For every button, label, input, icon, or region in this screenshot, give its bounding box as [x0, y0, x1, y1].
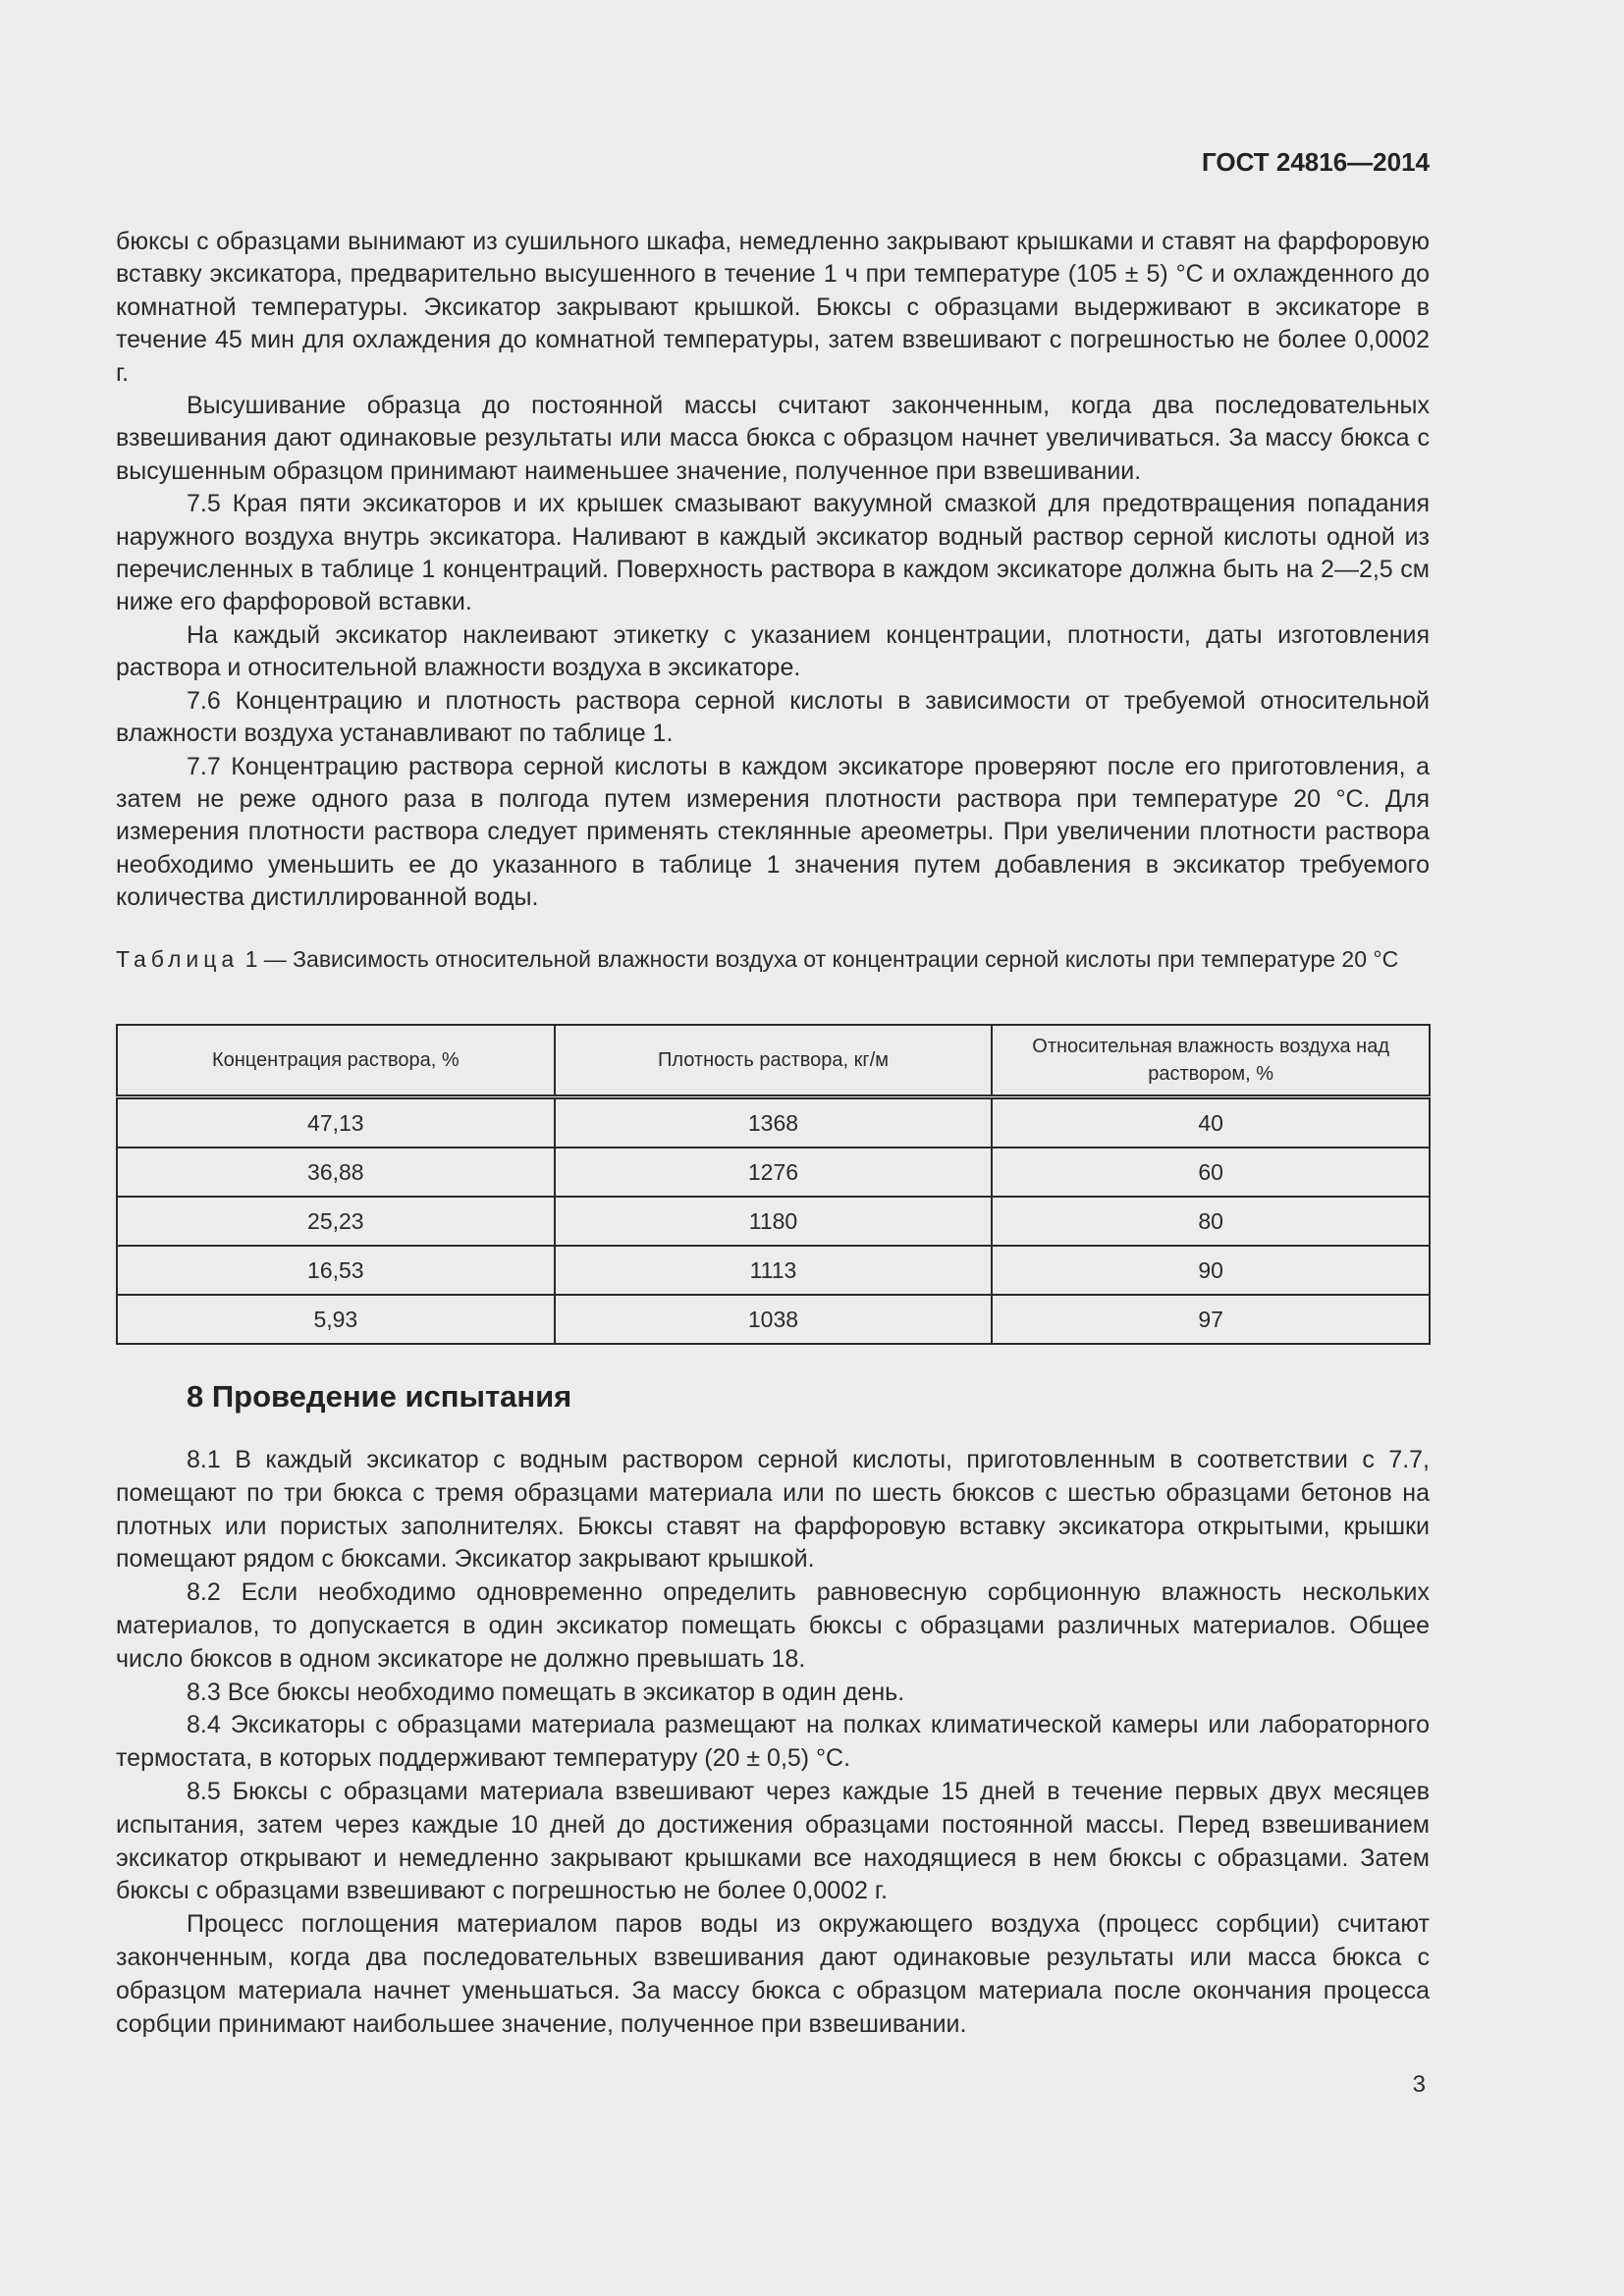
table-cell: 60 [992, 1148, 1430, 1197]
table-cell: 40 [992, 1097, 1430, 1148]
table-caption-label: Таблица [116, 946, 240, 972]
table-cell: 90 [992, 1246, 1430, 1295]
table-cell: 25,23 [117, 1197, 555, 1246]
paragraph: 7.6 Концентрацию и плотность раствора серной кислоты в зависимости от требуемой относительной влажности воздуха устанавливают по таблице 1. [116, 686, 1430, 748]
table-row [117, 1295, 1430, 1344]
paragraph: 7.5 Края пяти эксикаторов и их крышек смазывают вакуумной смазкой для предотвращения попадания наружного воздуха внутрь эксикатора. Наливают в каждый эксикатор водный раствор серной кислоты одной из перечисленных в таблице 1 концентраций. Поверхность раствора в каждом эксикаторе должна быть на 2—2,5 см ниже его фарфоровой вставки. [116, 490, 1430, 616]
data-table [116, 1024, 1431, 1345]
table-cell: 16,53 [117, 1246, 555, 1295]
body-text-top [116, 226, 1430, 915]
table-cell: 1113 [555, 1246, 993, 1295]
column-header: Плотность раствора, кг/м [555, 1025, 993, 1097]
column-header [992, 1025, 1430, 1097]
paragraph: Процесс поглощения материалом паров воды из окружающего воздуха (процесс сорбции) считают законченным, когда два последовательных взвешивания дают одинаковые результаты или масса бюкса с образцом материала начнет уменьшаться. За массу бюкса с образцом материала после окончания процесса сорбции принимают наибольшее значение, полученное при взвешивании. [116, 1910, 1430, 2038]
table-cell: 80 [992, 1197, 1430, 1246]
table-header-row [117, 1025, 1430, 1097]
table-cell: 97 [992, 1295, 1430, 1344]
table-row [117, 1148, 1430, 1197]
table-cell: 1038 [555, 1295, 993, 1344]
column-header-text: Относительная влажность воздуха над раствором, % [1032, 1036, 1390, 1085]
paragraph: На каждый эксикатор наклеивают этикетку с указанием концентрации, плотности, даты изготовления раствора и относительной влажности воздуха в эксикаторе. [116, 620, 1430, 682]
table-cell: 36,88 [117, 1148, 555, 1197]
paragraph: 8.5 Бюксы с образцами материала взвешивают через каждые 15 дней в течение первых двух месяцев испытания, затем через каждые 10 дней до достижения образцами постоянной массы. Перед взвешиванием эксикатор открывают и немедленно закрывают крышками все находящиеся в нем бюксы с образцами. Затем бюксы с образцами взвешивают с погрешностью не более 0,0002 г. [116, 1777, 1430, 1905]
paragraph: 8.2 Если необходимо одновременно определить равновесную сорбционную влажность нескольких материалов, то допускается в один эксикатор помещать бюксы с образцами различных материалов. Общее число бюксов в одном эксикаторе не должно превышать 18. [116, 1578, 1430, 1673]
section-title: 8 Проведение испытания [187, 1379, 572, 1414]
table-caption [116, 944, 1430, 974]
table-cell: 5,93 [117, 1295, 555, 1344]
table-wrapper [116, 1024, 1431, 1345]
body-text-bottom [116, 1444, 1430, 2041]
table-cell: 47,13 [117, 1097, 555, 1148]
paragraph: 7.7 Концентрацию раствора серной кислоты в каждом эксикаторе проверяют после его приготовления, а затем не реже одного раза в полгода путем измерения плотности раствора при температуре 20 °С. Для измерения плотности раствора следует применять стеклянные ареометры. При увеличении плотности раствора необходимо уменьшить ее до указанного в таблице 1 значения путем добавления в эксикатор требуемого количества дистиллированной воды. [116, 752, 1430, 912]
table-row [117, 1246, 1430, 1295]
paragraph: Высушивание образца до постоянной массы считают законченным, когда два последовательных взвешивания дают одинаковые результаты или масса бюкса с образцом начнет увеличиваться. За массу бюкса с высушенным образцом принимают наименьшее значение, полученное при взвешивании. [116, 392, 1430, 485]
paragraph: 8.4 Эксикаторы с образцами материала размещают на полках климатической камеры или лабораторного термостата, в которых поддерживают температуру (20 ± 0,5) °С. [116, 1711, 1430, 1773]
paragraph: бюксы с образцами вынимают из сушильного шкафа, немедленно закрывают крышками и ставят на фарфоровую вставку эксикатора, предварительно высушенного в течение 1 ч при температуре (105 ± 5) °С и охлажденного до комнатной температуры. Эксикатор закрывают крышкой. Бюксы с образцами выдерживают в эксикаторе в течение 45 мин для охлаждения до комнатной температуры, затем взвешивают с погрешностью не более 0,0002 г. [116, 228, 1430, 387]
table-row [117, 1097, 1430, 1148]
standard-code: ГОСТ 24816—2014 [1202, 147, 1430, 177]
paragraph: 8.1 В каждый эксикатор с водным раствором серной кислоты, приготовленным в соответствии с 7.7, помещают по три бюкса с тремя образцами материала или по шесть бюксов с шестью образцами бетонов на плотных или пористых заполнителях. Бюксы ставят на фарфоровую вставку эксикатора открытыми, крышки помещают рядом с бюксами. Эксикатор закрывают крышкой. [116, 1446, 1430, 1574]
table-cell: 1276 [555, 1148, 993, 1197]
table-row [117, 1197, 1430, 1246]
table-cell: 1368 [555, 1097, 993, 1148]
paragraph: 8.3 Все бюксы необходимо помещать в эксикатор в один день. [187, 1678, 905, 1706]
table-cell: 1180 [555, 1197, 993, 1246]
column-header: Концентрация раствора, % [117, 1025, 555, 1097]
page-number: 3 [1412, 2071, 1426, 2098]
table-caption-text: 1 — Зависимость относительной влажности воздуха от концентрации серной кислоты при температуре 20 °С [239, 946, 1399, 972]
